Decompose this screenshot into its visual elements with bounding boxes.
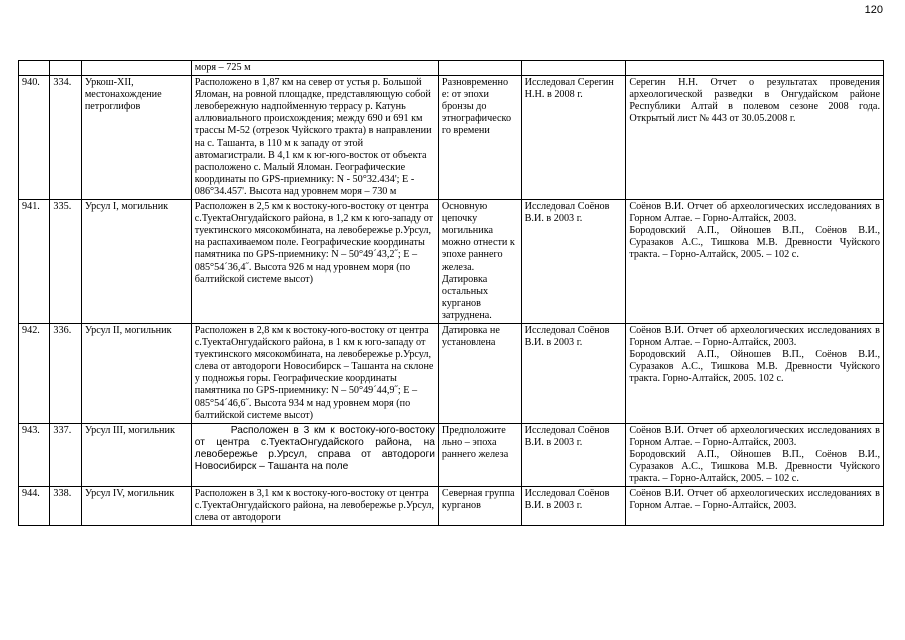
page-number: 120 bbox=[864, 4, 883, 16]
site-dating: Основную цепочку могильника можно отнести к эпохе раннего железа. Датировка остальных курганов затруднена. bbox=[438, 200, 521, 324]
site-dating: Разновременно е: от эпохи бронзы до этнографическо го времени bbox=[438, 76, 521, 200]
site-literature bbox=[626, 423, 884, 486]
row-number: 940. bbox=[19, 76, 50, 200]
site-dating: Датировка не установлена bbox=[438, 323, 521, 423]
site-name: Урсул II, могильник bbox=[81, 323, 191, 423]
site-location: Расположен в 3,1 км к востоку-юго-востоку от центра с.ТуектаОнгудайского района, на левобережье р.Урсул, слева от автодороги bbox=[191, 487, 438, 526]
site-researcher: Исследовал Соёнов В.И. в 2003 г. bbox=[521, 323, 626, 423]
row-subnumber: 335. bbox=[50, 200, 81, 324]
site-location: Расположено в 1,87 км на север от устья р. Большой Яломан, на ровной площадке, представляющую собой левобережную надпойменную террасу р. Катунь аллювиального происхождения; между 690 и 691 км трассы М-52 (отрезок Чуйского тракта) в направлении на с. Ташанта, в 110 м к западу от этой автомагистрали. В 4,1 км к юг-юго-восток от объекта расположено с. Малый Яломан. Географические координаты по GPS-приемнику: N - 50°32.434'; E - 086°34.457'. Высота над уровнем моря – 730 м bbox=[191, 76, 438, 200]
row-number: 941. bbox=[19, 200, 50, 324]
literature-entry: Бородовский А.П., Ойношев В.П., Соёнов В.И., Суразаков А.С., Тишкова М.В. Древности Чуйского тракта. – Горно-Алтайск, 2005. – 102 с. bbox=[629, 225, 880, 261]
site-location: Расположен в 2,5 км к востоку-юго-востоку от центра с.ТуектаОнгудайского района, в 1,2 км к юго-западу от туектинского мясокомбината, на левобережье р.Урсул, на распахиваемом поле. Географические координаты памятника по GPS-приемнику: N – 50°49´43,2˝; E – 085°54´36,4˝. Высота 926 м над уровнем моря (по балтийской системе высот) bbox=[191, 200, 438, 324]
literature-entry: Соёнов В.И. Отчет об археологических исследованиях в Горном Алтае. – Горно-Алтайск, 2003. bbox=[629, 488, 880, 512]
literature-entry: Соёнов В.И. Отчет об археологических исследованиях в Горном Алтае. – Горно-Алтайск, 2003. bbox=[629, 201, 880, 225]
carry-over-row bbox=[19, 61, 884, 76]
table-row bbox=[19, 487, 884, 526]
site-dating: Предположите льно – эпоха раннего железа bbox=[438, 423, 521, 486]
site-literature bbox=[626, 200, 884, 324]
site-name: Урсул III, могильник bbox=[81, 423, 191, 486]
site-name: Урсул I, могильник bbox=[81, 200, 191, 324]
row-subnumber: 337. bbox=[50, 423, 81, 486]
site-location: Расположен в 2,8 км к востоку-юго-востоку от центра с.ТуектаОнгудайского района, в 1 км к юго-западу от туектинского мясокомбината, на левобережье р.Урсул, слева от автодороги Новосибирск – Ташанта на склоне у подножья горы. Географические координаты памятника по GPS-приемнику: N – 50°49´44,9˝; E – 085°54´46,6˝. Высота 934 м над уровнем моря (по балтийской системе высот) bbox=[191, 323, 438, 423]
literature-entry: Бородовский А.П., Ойношев В.П., Соёнов В.И., Суразаков А.С., Тишкова М.В. Древности Чуйского тракта. Горно-Алтайск, 2005. 102 с. bbox=[629, 349, 880, 385]
literature-entry: Соёнов В.И. Отчет об археологических исследованиях в Горном Алтае. – Горно-Алтайск, 2003. bbox=[629, 424, 880, 448]
table-row bbox=[19, 323, 884, 423]
row-number: 944. bbox=[19, 487, 50, 526]
literature-entry: Соёнов В.И. Отчет об археологических исследованиях в Горном Алтае. – Горно-Алтайск, 2003. bbox=[629, 324, 880, 349]
registry-table bbox=[18, 60, 884, 526]
row-subnumber: 336. bbox=[50, 323, 81, 423]
row-subnumber: 338. bbox=[50, 487, 81, 526]
row-subnumber: 334. bbox=[50, 76, 81, 200]
row-number: 942. bbox=[19, 323, 50, 423]
table-row bbox=[19, 423, 884, 486]
table-row bbox=[19, 200, 884, 324]
site-researcher: Исследовал Соёнов В.И. в 2003 г. bbox=[521, 423, 626, 486]
site-name: Урсул IV, могильник bbox=[81, 487, 191, 526]
site-researcher: Исследовал Соёнов В.И. в 2003 г. bbox=[521, 487, 626, 526]
site-location: Расположен в 3 км к востоку-юго-востоку от центра с.ТуектаОнгудайского района, на левобережье р.Урсул, справа от автодороги Новосибирск – Ташанта на поле bbox=[191, 423, 438, 486]
table-row bbox=[19, 76, 884, 200]
carry-over-text: моря – 725 м bbox=[191, 61, 438, 76]
row-number: 943. bbox=[19, 423, 50, 486]
site-literature bbox=[626, 76, 884, 200]
site-name: Уркош-XII, местонахождение петроглифов bbox=[81, 76, 191, 200]
site-researcher: Исследовал Серегин Н.Н. в 2008 г. bbox=[521, 76, 626, 200]
literature-entry: Бородовский А.П., Ойношев В.П., Соёнов В.И., Суразаков А.С., Тишкова М.В. Древности Чуйского тракта. – Горно-Алтайск, 2005. – 102 с. bbox=[629, 448, 880, 485]
site-literature bbox=[626, 323, 884, 423]
site-literature bbox=[626, 487, 884, 526]
site-dating: Северная группа курганов bbox=[438, 487, 521, 526]
literature-entry: Серегин Н.Н. Отчет о результатах проведения археологической разведки в Онгудайском районе Республики Алтай в полевом сезоне 2008 года. Открытый лист № 443 от 30.05.2008 г. bbox=[629, 77, 880, 125]
site-researcher: Исследовал Соёнов В.И. в 2003 г. bbox=[521, 200, 626, 324]
